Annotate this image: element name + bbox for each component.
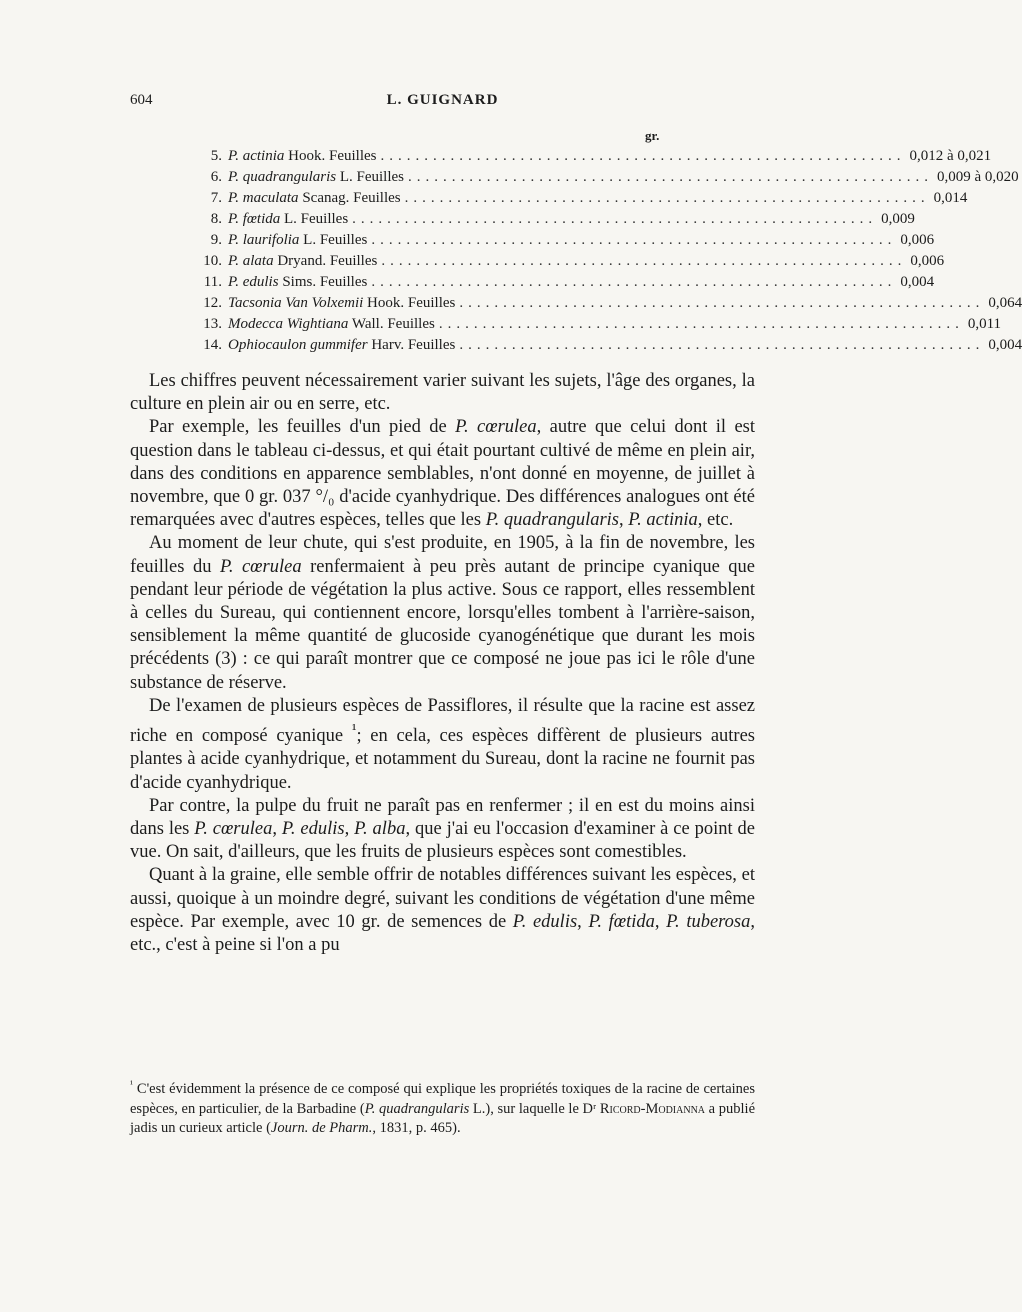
species-name: P. fœtida L. Feuilles: [228, 211, 349, 227]
footnote-reference: ¹: [351, 721, 357, 739]
table-row: [198, 316, 1002, 337]
leader-dots: ............................................................: [381, 253, 907, 269]
acid-value: 0,064: [988, 295, 1022, 311]
leader-dots: ............................................................: [438, 316, 964, 332]
table-row: [198, 148, 992, 169]
table-row: [198, 274, 935, 295]
row-number: 7.: [210, 190, 222, 206]
acid-value: 0,004: [900, 274, 935, 290]
paragraph: Au moment de leur chute, qui s'est produite, en 1905, à la fin de novembre, les feuilles du P. cœrulea renfermaient à peu près autant de principe cyanique que pendant leur période de végétation la plus active. Sous ce rapport, elles ressemblent à celles du Sureau, qui contiennent encore, lorsqu'elles tombent à l'arrière-saison, sensiblement la même quantité de glucoside cyanogénétique que durant les mois précédents (3) : ce qui paraît montrer que ce composé ne joue pas ici le rôle d'une substance de réserve.: [130, 533, 755, 693]
table-row: [198, 295, 1022, 316]
row-number: 5.: [210, 148, 222, 164]
table-row: [198, 211, 915, 232]
species-name: Modecca Wightiana Wall. Feuilles: [228, 316, 435, 332]
acid-value: 0,009 à 0,020: [937, 169, 1019, 185]
species-name: P. quadrangularis L. Feuilles: [228, 169, 405, 185]
leader-dots: ............................................................: [459, 295, 985, 311]
species-name: P. edulis Sims. Feuilles: [228, 274, 368, 290]
leader-dots: ............................................................: [371, 232, 897, 248]
table-unit-label: gr.: [645, 128, 660, 143]
species-name: P. maculata Scanag. Feuilles: [228, 190, 401, 206]
row-number: 12.: [203, 295, 222, 311]
paragraph: Par contre, la pulpe du fruit ne paraît pas en renfermer ; il en est du moins ainsi dans les P. cœrulea, P. edulis, P. alba, que j'ai eu l'occasion d'examiner à ce point de vue. On sait, d'ailleurs, que les fruits de plusieurs espèces sont comestibles.: [130, 795, 756, 863]
paragraph: De l'examen de plusieurs espèces de Passiflores, il résulte que la racine est assez riche en composé cyanique $^{^1}$; en cela, ces espèces diffèrent de plusieurs autres plantes à acide cyanhydrique, et notamment du Sureau, dont la racine ne fournit pas d'acide cyanhydrique.: [130, 695, 755, 793]
table-row: [198, 232, 935, 253]
acid-value: 0,014: [933, 190, 968, 206]
acid-value: 0,004: [988, 337, 1022, 353]
running-title: L. GUIGNARD: [386, 92, 499, 108]
row-number: 10.: [203, 253, 222, 269]
species-table: [198, 148, 1022, 358]
leader-dots: ............................................................: [371, 274, 897, 290]
leader-dots: ............................................................: [459, 337, 985, 353]
species-name: P. alata Dryand. Feuilles: [228, 253, 378, 269]
row-number: 8.: [210, 211, 222, 227]
table-row: [198, 190, 968, 211]
acid-value: 0,011: [967, 316, 1002, 332]
species-name: P. laurifolia L. Feuilles: [228, 232, 368, 248]
species-name: Ophiocaulon gummifer Harv. Feuilles: [228, 337, 456, 353]
acid-value: 0,012 à 0,021: [909, 148, 992, 164]
acid-value: 0,009: [881, 211, 915, 227]
row-number: 14.: [203, 337, 222, 353]
table-row: [198, 169, 1019, 190]
row-number: 6.: [210, 169, 222, 185]
footnote-mark: ¹: [130, 1079, 133, 1091]
table-row: [198, 337, 1022, 358]
acid-value: 0,006: [900, 232, 935, 248]
footnote: $^{^1}$ C'est évidemment la présence de ce composé qui explique les propriétés toxiques de la racine de certaines espèces, en particulier, de la Barbadine (P. quadrangularis L.), sur laquelle le Dʳ Ricord-Modianna a publié jadis un curieux article (Journ. de Pharm., 1831, p. 465).: [130, 1079, 756, 1136]
leader-dots: ............................................................: [352, 211, 878, 227]
row-number: 11.: [203, 274, 222, 290]
leader-dots: ............................................................: [380, 148, 906, 164]
leader-dots: ............................................................: [408, 169, 934, 185]
acid-value: 0,006: [910, 253, 945, 269]
species-name: P. actinia Hook. Feuilles: [228, 148, 377, 164]
leader-dots: ............................................................: [404, 190, 930, 206]
table-row: [198, 253, 945, 274]
paragraph: Par exemple, les feuilles d'un pied de P. cœrulea, autre que celui dont il est question dans le tableau ci-dessus, et qui était pourtant cultivé de même en plein air, dans des conditions en apparence semblables, n'ont donné en moyenne, de juillet à novembre, que 0 gr. 037 °/₀ d'acide cyanhydrique. Des différences analogues ont été remarquées avec d'autres espèces, telles que les P. quadrangularis, P. actinia, etc.: [130, 417, 755, 531]
body-text: [130, 370, 755, 957]
species-name: Tacsonia Van Volxemii Hook. Feuilles: [228, 295, 456, 311]
page-number: 604: [130, 92, 153, 108]
row-number: 9.: [210, 232, 222, 248]
row-number: 13.: [203, 316, 222, 332]
paragraph: Les chiffres peuvent nécessairement varier suivant les sujets, l'âge des organes, la culture en plein air ou en serre, etc.: [130, 371, 755, 415]
paragraph: Quant à la graine, elle semble offrir de notables différences suivant les espèces, et aussi, quoique à un moindre degré, suivant les conditions de végétation d'une même espèce. Par exemple, avec 10 gr. de semences de P. edulis, P. fœtida, P. tuberosa, etc., c'est à peine si l'on a pu: [130, 865, 756, 956]
page-header: [130, 92, 755, 114]
